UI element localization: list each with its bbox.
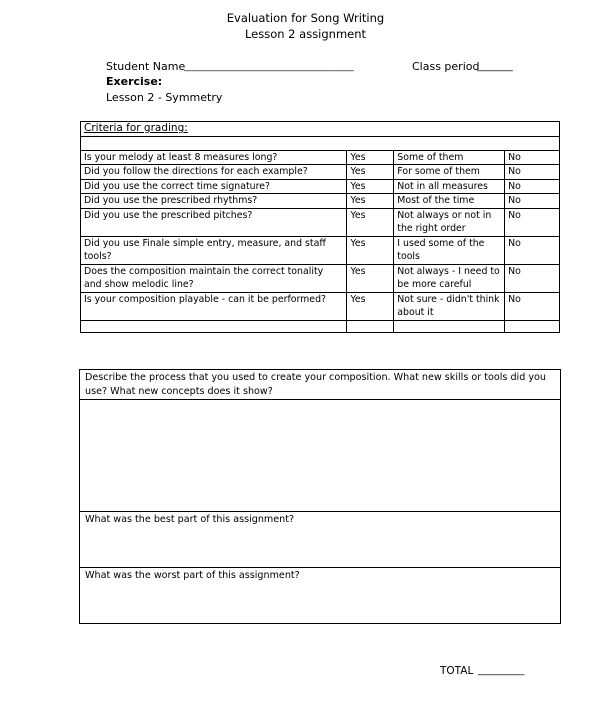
criteria-row	[81, 236, 560, 264]
criteria-heading: Criteria for grading:	[81, 122, 560, 137]
criteria-spacer-row	[81, 136, 560, 150]
criteria-row	[81, 194, 560, 209]
partial-option[interactable]: Some of them	[394, 150, 505, 165]
reflection-table	[79, 369, 561, 624]
criteria-question: Did you follow the directions for each example?	[81, 165, 347, 180]
yes-option[interactable]: Yes	[347, 150, 394, 165]
criteria-table	[80, 121, 560, 333]
student-name-label: Student Name	[106, 60, 186, 73]
no-option[interactable]: No	[505, 194, 560, 209]
criteria-row	[81, 292, 560, 320]
criteria-question: Does the composition maintain the correct tonality and show melodic line?	[81, 264, 347, 292]
yes-option[interactable]: Yes	[347, 264, 394, 292]
criteria-row	[81, 179, 560, 194]
exercise-value: Lesson 2 - Symmetry	[106, 91, 223, 104]
criteria-row	[81, 208, 560, 236]
partial-option[interactable]: I used some of the tools	[394, 236, 505, 264]
no-option[interactable]: No	[505, 292, 560, 320]
criteria-question: Did you use Finale simple entry, measure, and staff tools?	[81, 236, 347, 264]
yes-option[interactable]: Yes	[347, 179, 394, 194]
reflection-answer-process[interactable]	[80, 400, 561, 512]
criteria-row	[81, 150, 560, 165]
no-option[interactable]: No	[505, 208, 560, 236]
criteria-row	[81, 165, 560, 180]
criteria-question: Is your melody at least 8 measures long?	[81, 150, 347, 165]
yes-option[interactable]: Yes	[347, 236, 394, 264]
class-period-label: Class period	[412, 60, 480, 73]
yes-option[interactable]: Yes	[347, 194, 394, 209]
criteria-question: Did you use the correct time signature?	[81, 179, 347, 194]
yes-option[interactable]: Yes	[347, 292, 394, 320]
no-option[interactable]: No	[505, 150, 560, 165]
partial-option[interactable]: For some of them	[394, 165, 505, 180]
document-title: Evaluation for Song Writing	[226, 11, 385, 25]
yes-option[interactable]: Yes	[347, 165, 394, 180]
no-option[interactable]: No	[505, 236, 560, 264]
yes-option[interactable]: Yes	[347, 208, 394, 236]
partial-option[interactable]: Most of the time	[394, 194, 505, 209]
no-option[interactable]: No	[505, 179, 560, 194]
partial-option[interactable]: Not in all measures	[394, 179, 505, 194]
criteria-blank-row	[81, 320, 560, 332]
total-field[interactable]: __________	[478, 665, 525, 676]
criteria-question: Is your composition playable - can it be performed?	[81, 292, 347, 320]
total-label: TOTAL	[440, 665, 474, 677]
criteria-question: Did you use the prescribed rhythms?	[81, 194, 347, 209]
document-subtitle: Lesson 2 assignment	[244, 27, 367, 41]
class-period-field[interactable]: ________	[477, 61, 513, 72]
partial-option[interactable]: Not always - I need to be more careful	[394, 264, 505, 292]
reflection-question-best[interactable]: What was the best part of this assignment?	[80, 512, 561, 568]
exercise-label: Exercise:	[106, 75, 163, 88]
reflection-question-worst[interactable]: What was the worst part of this assignment?	[80, 568, 561, 624]
no-option[interactable]: No	[505, 165, 560, 180]
no-option[interactable]: No	[505, 264, 560, 292]
partial-option[interactable]: Not always or not in the right order	[394, 208, 505, 236]
criteria-row	[81, 264, 560, 292]
reflection-question-process: Describe the process that you used to create your composition. What new skills or tools did you use? What new concepts does it show?	[80, 370, 561, 400]
criteria-question: Did you use the prescribed pitches?	[81, 208, 347, 236]
student-name-field[interactable]: _______________________________________	[184, 61, 354, 72]
partial-option[interactable]: Not sure - didn't think about it	[394, 292, 505, 320]
